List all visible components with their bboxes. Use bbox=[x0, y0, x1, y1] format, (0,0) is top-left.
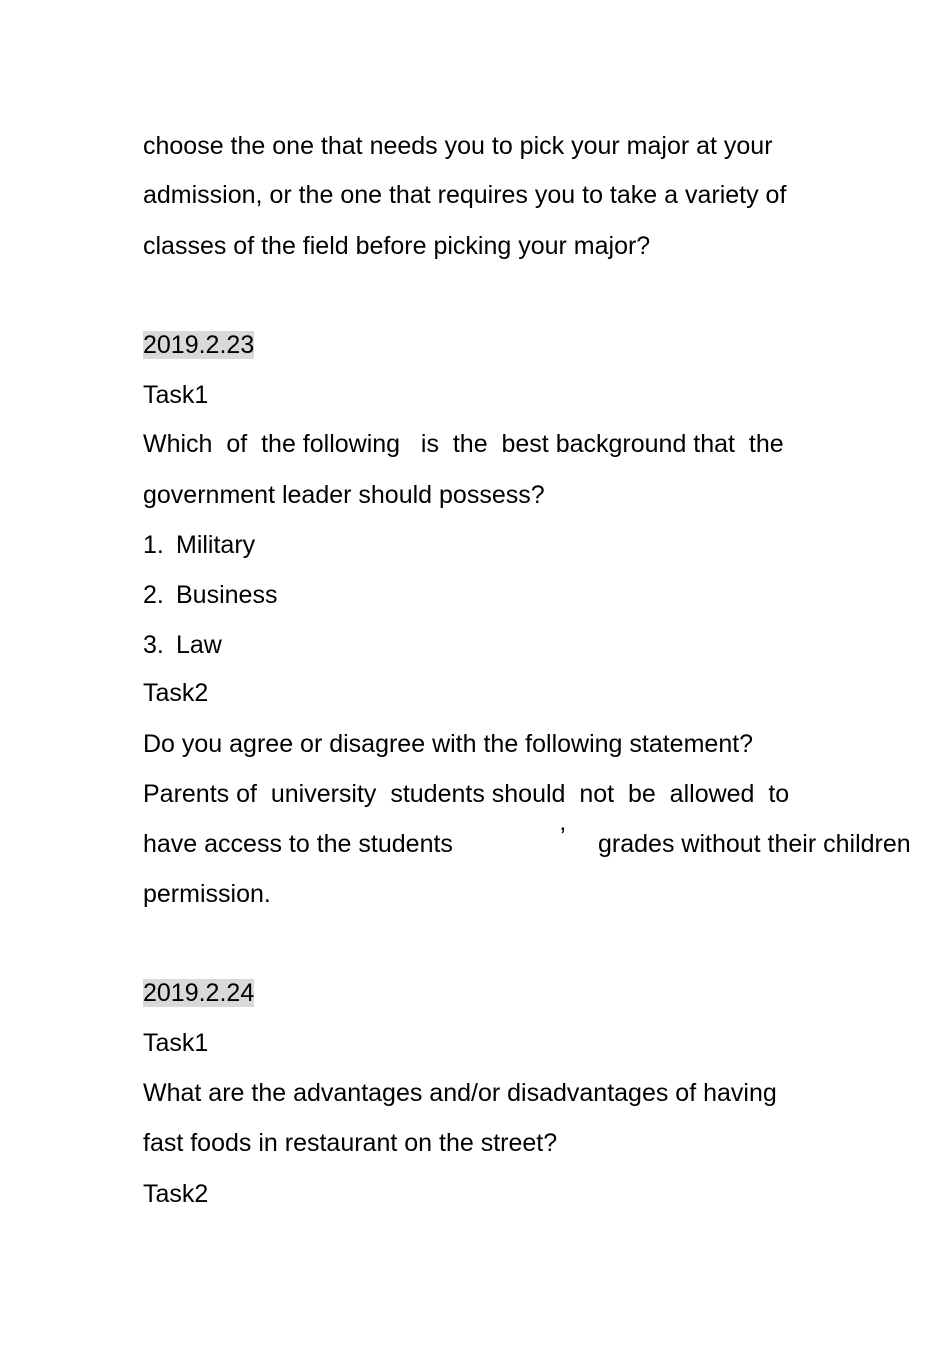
task-label: Task1 bbox=[143, 381, 209, 409]
option-number: 3. bbox=[143, 631, 164, 659]
date-highlight: 2019.2.23 bbox=[143, 331, 255, 359]
question-line-1: What are the advantages and/or disadvantages of having bbox=[143, 1079, 777, 1107]
option-number: 2. bbox=[143, 581, 164, 609]
statement-line-3-continued: grades without their children bbox=[598, 830, 911, 858]
option-text: Law bbox=[176, 631, 222, 659]
section-date bbox=[143, 978, 254, 1008]
intro-line-3: classes of the field before picking your major? bbox=[143, 232, 651, 260]
question-line-2: government leader should possess? bbox=[143, 481, 545, 509]
intro-line-1: choose the one that needs you to pick your major at your bbox=[143, 132, 773, 160]
option-item bbox=[143, 530, 255, 560]
option-text: Business bbox=[176, 581, 278, 609]
option-item bbox=[143, 630, 222, 660]
date-highlight: 2019.2.24 bbox=[143, 979, 255, 1007]
option-number: 1. bbox=[143, 531, 164, 559]
task-label: Task2 bbox=[143, 1180, 209, 1208]
question-line-2: fast foods in restaurant on the street? bbox=[143, 1129, 558, 1157]
statement-line-3: have access to the students bbox=[143, 830, 453, 858]
task-label: Task2 bbox=[143, 679, 209, 707]
section-date bbox=[143, 330, 254, 360]
question-line-1: Which of the following is the best background that the bbox=[143, 430, 784, 458]
option-item bbox=[143, 580, 277, 610]
statement-line-2: Parents of university students should not be allowed to bbox=[143, 780, 790, 808]
statement-line-4: permission. bbox=[143, 880, 271, 908]
statement-line-1: Do you agree or disagree with the following statement? bbox=[143, 730, 754, 758]
intro-line-2: admission, or the one that requires you to take a variety of bbox=[143, 181, 787, 209]
option-text: Military bbox=[176, 531, 256, 559]
task-label: Task1 bbox=[143, 1029, 209, 1057]
apostrophe-mark: ’ bbox=[560, 823, 566, 851]
